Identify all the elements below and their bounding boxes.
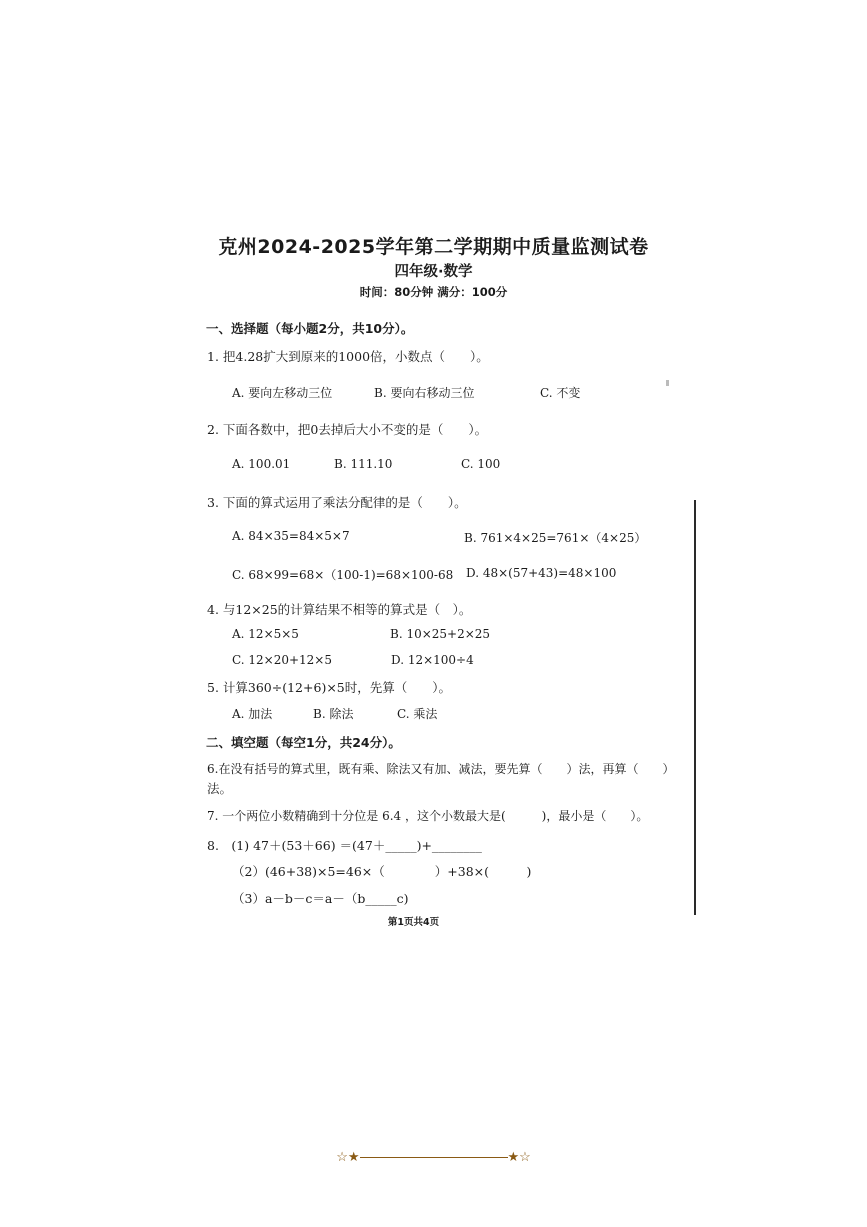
page-subtitle: 四年级·数学 <box>394 264 473 280</box>
question-3-stem: 3. 下面的算式运用了乘法分配律的是（ ）。 <box>207 495 467 510</box>
exam-meta: 时间：80分钟 满分：100分 <box>359 285 508 299</box>
question-7-stem: 7. 一个两位小数精确到十分位是 6.4 ，这个小数最大是( )，最小是（ ）。 <box>207 809 649 823</box>
question-3-option-c: C. 68×99=68×（100-1)=68×100-68 <box>232 568 454 582</box>
question-4-option-b: B. 10×25+2×25 <box>390 627 491 641</box>
question-2-option-c: C. 100 <box>461 457 501 471</box>
question-2-option-b: B. 111.10 <box>334 457 393 471</box>
question-8-part-1: 8. (1) 47＋(53＋66) ＝(47＋_____)+________ <box>207 838 482 853</box>
question-8-part-2: （2）(46+38)×5=46×（ ）+38×( ) <box>232 864 532 879</box>
question-1-stem: 1. 把4.28扩大到原来的1000倍，小数点（ ）。 <box>207 349 489 364</box>
question-1-option-b: B. 要向右移动三位 <box>374 386 475 400</box>
page-title: 克州2024-2025学年第二学期期中质量监测试卷 <box>218 236 649 258</box>
question-5-option-c: C. 乘法 <box>397 707 438 721</box>
scan-border-line <box>694 500 696 915</box>
question-3-option-d: D. 48×(57+43)=48×100 <box>466 566 617 580</box>
question-2-option-a: A. 100.01 <box>232 457 291 471</box>
section-heading-choice: 一、选择题（每小题2分，共10分）。 <box>206 321 414 336</box>
question-4-option-a: A. 12×5×5 <box>232 627 299 641</box>
scan-speck <box>666 380 669 386</box>
star-icon-right: ★☆ <box>507 1150 531 1165</box>
question-4-stem: 4. 与12×25的计算结果不相等的算式是（ ）。 <box>207 602 472 617</box>
question-6-line-1: 6.在没有括号的算式里，既有乘、除法又有加、减法，要先算（ ）法，再算（ ） <box>207 762 675 776</box>
question-1-option-a: A. 要向左移动三位 <box>232 386 333 400</box>
question-2-stem: 2. 下面各数中，把0去掉后大小不变的是（ ）。 <box>207 422 488 437</box>
question-5-stem: 5. 计算360÷(12+6)×5时，先算（ ）。 <box>207 680 451 695</box>
page-number: 第1页共4页 <box>387 917 440 928</box>
question-6-line-2: 法。 <box>207 781 233 796</box>
star-icon-left: ☆★ <box>336 1150 360 1165</box>
footer-ornament <box>0 1150 867 1165</box>
question-4-option-c: C. 12×20+12×5 <box>232 653 332 667</box>
ornament-line <box>360 1157 508 1158</box>
question-5-option-b: B. 除法 <box>313 707 354 721</box>
question-8-part-3: （3）a－b－c＝a－（b_____c) <box>232 891 409 906</box>
question-4-option-d: D. 12×100÷4 <box>391 653 474 667</box>
question-5-option-a: A. 加法 <box>232 707 273 721</box>
question-3-option-a: A. 84×35=84×5×7 <box>232 529 350 543</box>
question-1-option-c: C. 不变 <box>540 386 581 400</box>
section-heading-fill: 二、填空题（每空1分，共24分）。 <box>206 735 401 750</box>
question-3-option-b: B. 761×4×25=761×（4×25） <box>464 531 647 545</box>
